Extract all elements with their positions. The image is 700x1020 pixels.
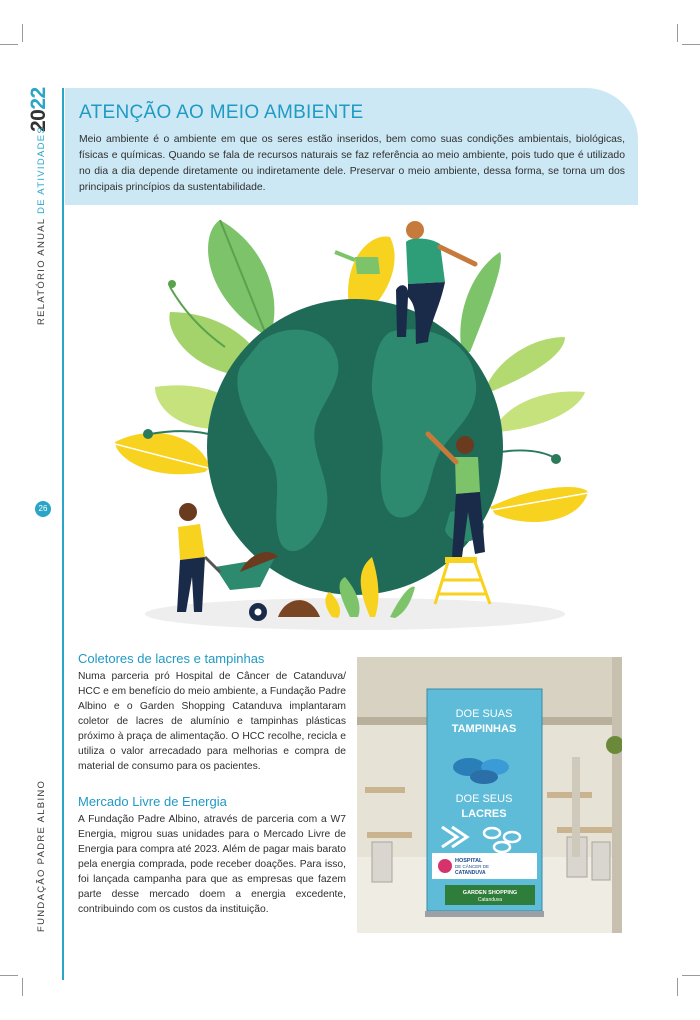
organization-label: FUNDAÇÃO PADRE ALBINO (36, 779, 47, 932)
report-label (36, 126, 47, 325)
hospital-name: HOSPITAL (455, 858, 483, 864)
leaf-right-2 (485, 337, 565, 392)
watering-can (355, 257, 380, 274)
report-label-plain: RELATÓRIO ANUAL (36, 213, 47, 325)
hospital-sub: DE CÂNCER DE (455, 864, 490, 869)
section-text-mercado: A Fundação Padre Albino, através de parceria com a W7 Energia, migrou suas unidades para o Mercado Livre de Energia para compra até 2023. Além de pagar mais barato pela energia comprada, pode receber doações. Para isso, foi lançada campanha para que as empresas que fazem parte desse mercado doem a energia excedente, contribuindo com os custos da instituição. (78, 814, 346, 915)
page-title: ATENÇÃO AO MEIO AMBIENTE (79, 102, 364, 123)
banner-doe-seus: DOE SEUS (455, 793, 513, 805)
section-title-mercado: Mercado Livre de Energia (78, 794, 227, 809)
leaf-large-left (208, 220, 274, 337)
person-right-shirt (455, 457, 480, 494)
crop-mark (0, 44, 18, 45)
crop-mark (22, 978, 23, 996)
year-part-20: 20 (27, 109, 50, 132)
collector-photo (357, 657, 622, 933)
leaf-yellow-left (115, 433, 210, 474)
report-label-highlight: DE ATIVIDADES (36, 125, 47, 214)
shopping-name: GARDEN SHOPPING (462, 890, 518, 896)
wheelbarrow (215, 557, 275, 590)
page-number: 26 (35, 501, 51, 517)
banner-doe-suas: DOE SUAS (455, 708, 513, 720)
leaf-right-1 (460, 252, 501, 352)
crop-mark (22, 24, 23, 42)
year-part-22: 22 (27, 87, 50, 110)
section-text-coletores: Numa parceria pró Hospital de Câncer de Catanduva/ HCC e em benefício do meio ambiente, a Fundação Padre Albino e o Garden Shopping Catanduva implantaram coletor de lacres de alumínio e tampinhas plásticas próximo à praça de alimentação. O HCC recolhe, recicla e utiliza o valor arrecadado para melhorias e compra de material de consumo para os pacientes. (78, 671, 346, 772)
shopping-city: Catanduva (477, 897, 503, 903)
crop-mark (677, 24, 678, 42)
crop-mark (677, 978, 678, 996)
person-head (406, 221, 424, 239)
ladder (435, 562, 490, 604)
banner-tampinhas: TAMPINHAS (451, 723, 517, 735)
woman-shirt (178, 524, 205, 560)
leaf-yellow-right (490, 487, 588, 522)
leaf-right-3 (495, 391, 585, 432)
hospital-city: CATANDUVA (455, 870, 486, 876)
intro-box (65, 88, 638, 205)
section-title-coletores: Coletores de lacres e tampinhas (78, 651, 265, 666)
banner-lacres: LACRES (461, 808, 507, 820)
crop-mark (682, 44, 700, 45)
earth-illustration (110, 212, 590, 637)
crop-mark (0, 975, 18, 976)
crop-mark (682, 975, 700, 976)
sidebar-divider (62, 88, 64, 980)
intro-paragraph: Meio ambiente é o ambiente em que os seres estão inseridos, bem como suas condições ambientais, biológicas, físicas e químicas. Quando se fala de recursos naturais se faz referência ao meio ambiente, pois tudo que é utilizado no dia a dia depende diretamente ou indiretamente dele. Preservar o meio ambiente, dessa forma, se torna um dos principais princípios da sustentabilidade. (79, 134, 625, 193)
